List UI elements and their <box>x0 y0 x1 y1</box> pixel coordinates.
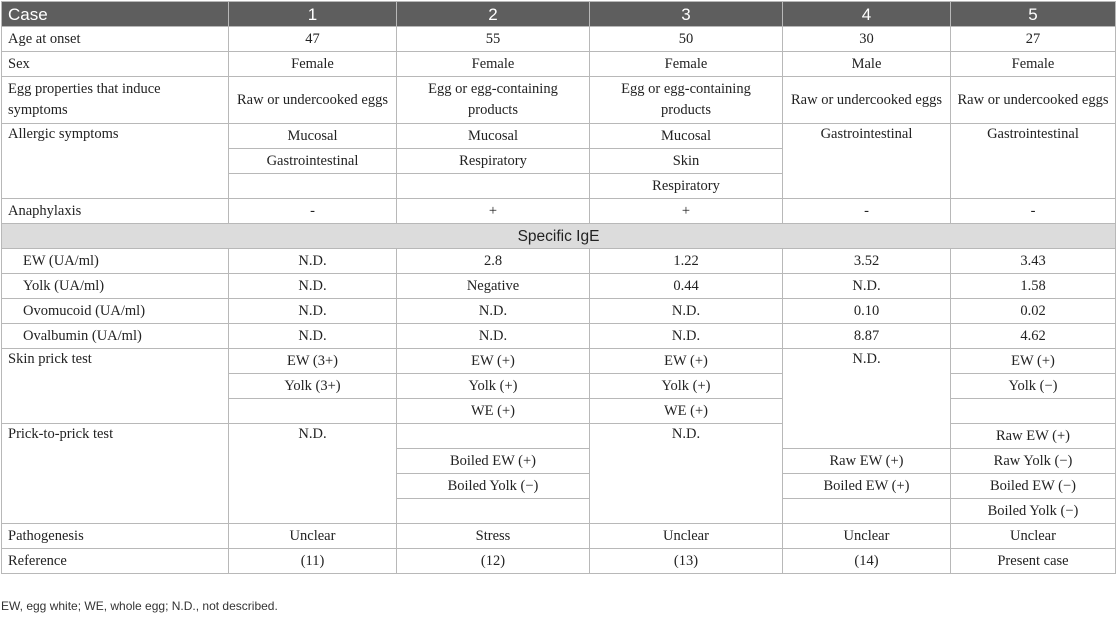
yolk-case-5: 1.58 <box>951 274 1116 299</box>
reference-case-2: (12) <box>397 549 590 574</box>
egg-properties-case-4: Raw or undercooked eggs <box>783 77 951 124</box>
row-label-prick-to-prick-test: Prick-to-prick test <box>2 424 229 524</box>
row-label-yolk: Yolk (UA/ml) <box>2 274 229 299</box>
ovalbumin-case-2: N.D. <box>397 324 590 349</box>
row-label-ovomucoid: Ovomucoid (UA/ml) <box>2 299 229 324</box>
spt-case-5-a: EW (+) <box>951 349 1116 374</box>
symptom-case-3-b: Skin <box>590 149 783 174</box>
table-row <box>2 524 1116 549</box>
ovomucoid-case-5: 0.02 <box>951 299 1116 324</box>
age-case-2: 55 <box>397 27 590 52</box>
reference-case-1: (11) <box>229 549 397 574</box>
table-row <box>2 324 1116 349</box>
case-header: Case <box>2 2 229 27</box>
symptom-case-5-a: Gastrointestinal <box>951 124 1116 199</box>
ew-case-4: 3.52 <box>783 249 951 274</box>
spt-case-5-empty <box>951 399 1116 424</box>
row-label-sex: Sex <box>2 52 229 77</box>
spt-case-3-a: EW (+) <box>590 349 783 374</box>
spt-case-3-b: Yolk (+) <box>590 374 783 399</box>
symptom-case-2-empty <box>397 174 590 199</box>
spt-case-1-empty <box>229 399 397 424</box>
ptp-case-3: N.D. <box>590 424 783 524</box>
case-4-header: 4 <box>783 2 951 27</box>
symptom-case-1-empty <box>229 174 397 199</box>
table-row <box>2 299 1116 324</box>
ptp-case-2-a: Boiled EW (+) <box>397 449 590 474</box>
row-label-skin-prick-test: Skin prick test <box>2 349 229 424</box>
spt-case-4: N.D. <box>783 349 951 449</box>
ovomucoid-case-1: N.D. <box>229 299 397 324</box>
sex-case-2: Female <box>397 52 590 77</box>
symptom-case-2-a: Mucosal <box>397 124 590 149</box>
pathogenesis-case-5: Unclear <box>951 524 1116 549</box>
ew-case-2: 2.8 <box>397 249 590 274</box>
anaphylaxis-case-3: + <box>590 199 783 224</box>
ovalbumin-case-3: N.D. <box>590 324 783 349</box>
ptp-case-2-empty <box>397 424 590 449</box>
ew-case-1: N.D. <box>229 249 397 274</box>
ovomucoid-case-4: 0.10 <box>783 299 951 324</box>
yolk-case-1: N.D. <box>229 274 397 299</box>
symptom-case-1-a: Mucosal <box>229 124 397 149</box>
spt-case-2-a: EW (+) <box>397 349 590 374</box>
table-footnote: EW, egg white; WE, whole egg; N.D., not described. <box>1 599 278 613</box>
spt-case-3-c: WE (+) <box>590 399 783 424</box>
sex-case-5: Female <box>951 52 1116 77</box>
ptp-case-5-a: Raw EW (+) <box>951 424 1116 449</box>
section-title-specific-ige: Specific IgE <box>2 224 1116 249</box>
ptp-case-4-b: Boiled EW (+) <box>783 474 951 499</box>
anaphylaxis-case-5: - <box>951 199 1116 224</box>
row-label-ew: EW (UA/ml) <box>2 249 229 274</box>
ptp-case-2-b: Boiled Yolk (−) <box>397 474 590 499</box>
egg-properties-case-2: Egg or egg-containing products <box>397 77 590 124</box>
table-header-row <box>2 2 1116 27</box>
pathogenesis-case-4: Unclear <box>783 524 951 549</box>
symptom-case-3-c: Respiratory <box>590 174 783 199</box>
table-row <box>2 124 1116 149</box>
ptp-case-1: N.D. <box>229 424 397 524</box>
table-row <box>2 249 1116 274</box>
sex-case-4: Male <box>783 52 951 77</box>
symptom-case-1-b: Gastrointestinal <box>229 149 397 174</box>
egg-properties-case-5: Raw or undercooked eggs <box>951 77 1116 124</box>
ptp-case-4-a: Raw EW (+) <box>783 449 951 474</box>
age-case-5: 27 <box>951 27 1116 52</box>
reference-case-3: (13) <box>590 549 783 574</box>
spt-case-2-c: WE (+) <box>397 399 590 424</box>
symptom-case-3-a: Mucosal <box>590 124 783 149</box>
symptom-case-4-a: Gastrointestinal <box>783 124 951 199</box>
ovalbumin-case-5: 4.62 <box>951 324 1116 349</box>
yolk-case-3: 0.44 <box>590 274 783 299</box>
table-row <box>2 274 1116 299</box>
table-row <box>2 549 1116 574</box>
table-row <box>2 52 1116 77</box>
pathogenesis-case-1: Unclear <box>229 524 397 549</box>
case-2-header: 2 <box>397 2 590 27</box>
section-row-specific-ige <box>2 224 1116 249</box>
pathogenesis-case-2: Stress <box>397 524 590 549</box>
ptp-case-5-d: Boiled Yolk (−) <box>951 499 1116 524</box>
reference-case-5: Present case <box>951 549 1116 574</box>
case-3-header: 3 <box>590 2 783 27</box>
sex-case-3: Female <box>590 52 783 77</box>
row-label-reference: Reference <box>2 549 229 574</box>
ovalbumin-case-4: 8.87 <box>783 324 951 349</box>
anaphylaxis-case-1: - <box>229 199 397 224</box>
case-5-header: 5 <box>951 2 1116 27</box>
ew-case-5: 3.43 <box>951 249 1116 274</box>
yolk-case-2: Negative <box>397 274 590 299</box>
table-row <box>2 77 1116 124</box>
case-1-header: 1 <box>229 2 397 27</box>
spt-case-5-b: Yolk (−) <box>951 374 1116 399</box>
anaphylaxis-case-4: - <box>783 199 951 224</box>
table-row <box>2 199 1116 224</box>
ovomucoid-case-2: N.D. <box>397 299 590 324</box>
symptom-case-2-b: Respiratory <box>397 149 590 174</box>
ptp-case-2-empty-b <box>397 499 590 524</box>
pathogenesis-case-3: Unclear <box>590 524 783 549</box>
reference-case-4: (14) <box>783 549 951 574</box>
sex-case-1: Female <box>229 52 397 77</box>
egg-allergy-case-table <box>1 1 1116 574</box>
age-case-3: 50 <box>590 27 783 52</box>
row-label-pathogenesis: Pathogenesis <box>2 524 229 549</box>
ptp-case-5-c: Boiled EW (−) <box>951 474 1116 499</box>
egg-properties-case-1: Raw or undercooked eggs <box>229 77 397 124</box>
anaphylaxis-case-2: + <box>397 199 590 224</box>
ew-case-3: 1.22 <box>590 249 783 274</box>
egg-properties-case-3: Egg or egg-containing products <box>590 77 783 124</box>
row-label-anaphylaxis: Anaphylaxis <box>2 199 229 224</box>
table-row <box>2 349 1116 374</box>
table-row <box>2 27 1116 52</box>
age-case-4: 30 <box>783 27 951 52</box>
yolk-case-4: N.D. <box>783 274 951 299</box>
age-case-1: 47 <box>229 27 397 52</box>
row-label-egg-properties: Egg properties that induce symptoms <box>2 77 229 124</box>
row-label-age: Age at onset <box>2 27 229 52</box>
spt-case-2-b: Yolk (+) <box>397 374 590 399</box>
ovalbumin-case-1: N.D. <box>229 324 397 349</box>
ptp-case-5-b: Raw Yolk (−) <box>951 449 1116 474</box>
spt-case-1-b: Yolk (3+) <box>229 374 397 399</box>
ptp-case-4-empty <box>783 499 951 524</box>
row-label-ovalbumin: Ovalbumin (UA/ml) <box>2 324 229 349</box>
spt-case-1-a: EW (3+) <box>229 349 397 374</box>
row-label-allergic-symptoms: Allergic symptoms <box>2 124 229 199</box>
ovomucoid-case-3: N.D. <box>590 299 783 324</box>
